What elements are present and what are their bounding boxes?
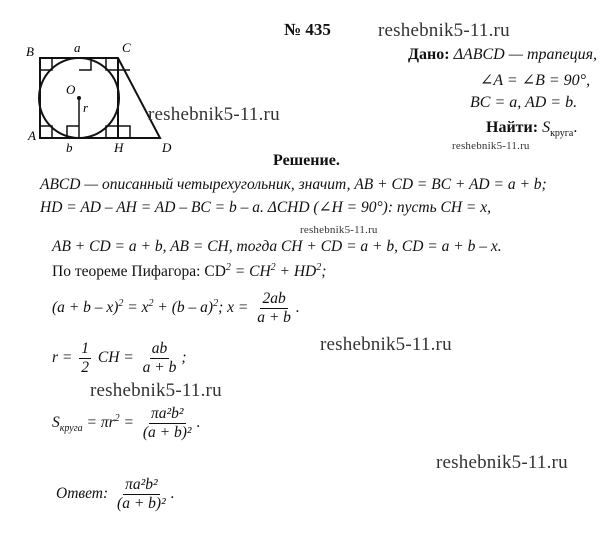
x-num: 2ab (262, 290, 286, 307)
trapezoid-outline (40, 58, 160, 138)
answer-den: (a + b)² (117, 495, 166, 512)
eq-mid2: + (b – a) (153, 299, 214, 317)
solution-line-1: ABCD — описанный четырехугольник, значит, AB + CD = BC + AD = a + b; (40, 176, 547, 193)
answer-fraction (115, 476, 168, 513)
answer-end: . (170, 485, 175, 503)
pythagoras-text: По теореме Пифагора: CD (52, 263, 226, 281)
label-D: D (162, 140, 172, 155)
watermark-top: reshebnik5-11.ru (378, 20, 510, 41)
solution-line-5 (52, 290, 300, 327)
watermark-left: reshebnik5-11.ru (90, 380, 222, 401)
watermark-bottom: reshebnik5-11.ru (436, 452, 568, 473)
label-A: A (28, 128, 36, 143)
area-num: πa²b² (150, 405, 184, 422)
eq-end: . (295, 299, 300, 317)
find-line (486, 119, 577, 139)
label-C: C (122, 40, 131, 55)
half-den: 2 (81, 359, 89, 376)
given-text-1: ΔABCD — трапеция, (453, 46, 598, 63)
find-sub: круга (550, 128, 574, 140)
answer-line (56, 476, 175, 513)
x-den: a + b (257, 309, 291, 326)
label-a: a (74, 40, 81, 55)
given-line-3: BC = a, AD = b. (470, 94, 578, 111)
label-r: r (83, 100, 89, 115)
eq-x: ; x = (218, 299, 253, 317)
r-end: ; (181, 349, 187, 367)
find-value: S (542, 119, 551, 136)
r-den: a + b (142, 359, 177, 376)
label-B: B (26, 44, 34, 59)
problem-number: № 435 (284, 20, 331, 39)
answer-label: Ответ: (56, 485, 109, 503)
solution-title: Решение. (273, 152, 340, 169)
sq-2: 2 (270, 262, 276, 273)
trapezoid-figure (22, 40, 177, 155)
sq-3: 2 (316, 262, 322, 273)
half-num: 1 (81, 340, 89, 357)
label-b: b (66, 140, 73, 155)
pythagoras-end: ; (321, 263, 327, 281)
find-label: Найти: (486, 119, 539, 136)
area-end: . (196, 414, 201, 432)
label-O: O (66, 82, 76, 97)
pythagoras-hd: + HD (275, 263, 317, 281)
r-ch: CH = (94, 349, 138, 367)
label-H: H (114, 140, 124, 155)
eq-sq-1: 2 (118, 297, 124, 309)
eq-sq-2: 2 (148, 297, 154, 309)
solution-line-7 (52, 405, 200, 442)
given-label: Дано: (408, 46, 450, 63)
area-den: (a + b)² (142, 424, 192, 441)
x-fraction (255, 290, 293, 327)
solution-line-6 (52, 340, 187, 377)
area-eq2: = (119, 414, 138, 432)
answer-num: πa²b² (125, 476, 158, 493)
watermark-center: reshebnik5-11.ru (320, 334, 452, 355)
solution-line-3: AB + CD = a + b, AB = CH, тогда CH + CD = a + b, CD = a + b – x. (52, 238, 502, 255)
r-num: ab (151, 340, 168, 357)
area-sub: круга (59, 423, 83, 435)
watermark-figure: reshebnik5-11.ru (148, 104, 280, 125)
solution-line-2: HD = AD – AH = AD – BC = b – a. ΔCHD (∠H = 90°): пусть CH = x, (40, 199, 491, 216)
eq-left: (a + b – x) (52, 299, 119, 317)
center-point (77, 96, 81, 100)
right-angle-marks (40, 58, 130, 138)
pythagoras-ch: = CH (230, 263, 271, 281)
given-line-2: ∠A = ∠B = 90°, (480, 72, 591, 89)
solution-line-4 (52, 262, 326, 281)
r-eq: r = (52, 349, 77, 367)
area-sq: 2 (114, 412, 120, 424)
area-eq: = πr (82, 414, 115, 432)
given-line-1 (408, 46, 597, 64)
area-fraction (141, 405, 194, 442)
half-fraction (79, 340, 91, 377)
area-S: S (52, 414, 60, 432)
r-fraction (141, 340, 179, 377)
sq-1: 2 (225, 262, 231, 273)
eq-sq-3: 2 (213, 297, 219, 309)
eq-mid: = x (123, 299, 149, 317)
watermark-mid: reshebnik5-11.ru (300, 224, 378, 236)
find-tail: . (573, 119, 578, 136)
watermark-small: reshebnik5-11.ru (452, 140, 530, 152)
